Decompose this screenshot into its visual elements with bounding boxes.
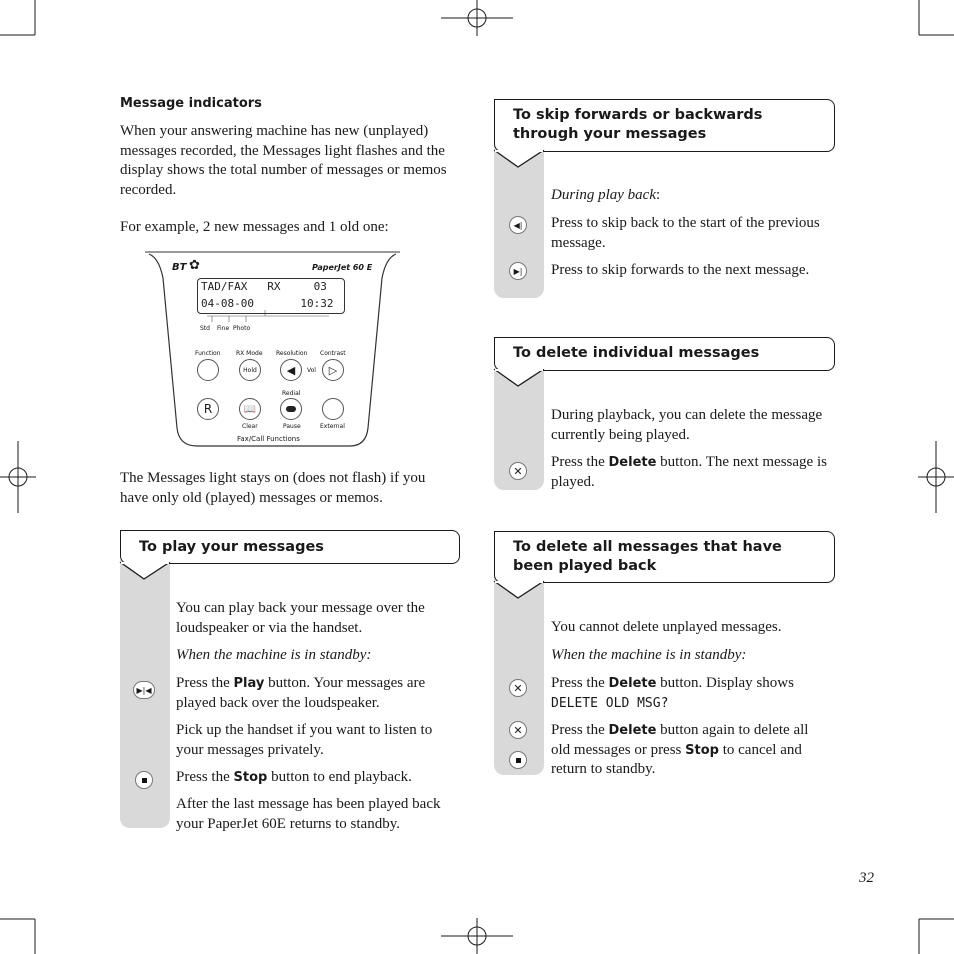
delete-all-post: button. Display shows: [656, 675, 794, 691]
skip-back-icon: ◀|: [509, 216, 527, 234]
panel-footer-label: Fax/Call Functions: [237, 435, 300, 443]
delete-all-header: [494, 531, 835, 583]
bt-logo: BT: [172, 262, 187, 273]
resolution-label: Resolution: [276, 350, 308, 357]
play-step-3-pre: Press the: [176, 675, 234, 691]
delete-all-pre: Press the: [551, 675, 609, 691]
skip-during-playback: During play back: [551, 187, 656, 203]
delete-all-4-post: to cancel and return to standby.: [551, 741, 802, 777]
mode-label-fine: Fine: [217, 325, 230, 332]
vol-label: Vol: [307, 367, 316, 374]
lcd-line-2: 04-08-00 10:32: [201, 297, 334, 310]
function-label: Function: [195, 350, 221, 357]
play-step-1: You can play back your message over the loudspeaker or via the handset.: [176, 600, 425, 636]
delete-key-label: Delete: [608, 455, 657, 470]
play-header-notch: [118, 562, 178, 582]
delete-all-key-label: Delete: [608, 676, 657, 691]
delete-all-step-2: When the machine is in standby:: [551, 647, 747, 663]
play-step-6: After the last message has been played back your PaperJet 60E returns to standby.: [176, 796, 441, 832]
skip-header-notch: [492, 150, 552, 170]
play-step-2: When the machine is in standby:: [176, 647, 372, 663]
hold-button: Hold: [239, 359, 261, 381]
delete-one-header-notch: [492, 369, 552, 389]
external-label: External: [320, 423, 345, 430]
mode-label-std: Std: [200, 325, 210, 332]
function-button: [197, 359, 219, 381]
lcd-display: [197, 278, 345, 314]
play-key-icon: ▶|◀: [133, 681, 155, 699]
resolution-button: [280, 359, 302, 381]
delete-one-header: [494, 337, 835, 371]
skip-step-2: Press to skip back to the start of the previous message.: [551, 215, 820, 251]
delete-one-step-2: [551, 453, 831, 492]
clear-label: Clear: [242, 423, 258, 430]
play-key-label: Play: [233, 676, 265, 691]
mode-label-photo: Photo: [233, 325, 251, 332]
stop-square-icon: [142, 778, 147, 783]
control-panel-illustration: [145, 250, 400, 450]
contrast-button: [322, 359, 344, 381]
example-paragraph: For example, 2 new messages and 1 old one:: [120, 219, 389, 235]
skip-colon: :: [655, 187, 661, 203]
delete-display-text: DELETE OLD MSG?: [551, 695, 669, 711]
delete-one-step-1: During playback, you can delete the message currently being played.: [551, 407, 823, 443]
delete-all-key-icon: ✕: [509, 679, 527, 697]
contrast-label: Contrast: [320, 350, 346, 357]
book-icon: 📖: [239, 398, 261, 420]
delete-all-title: To delete all messages that have been played back: [513, 539, 782, 574]
play-step-5-pre: Press the: [176, 769, 234, 785]
delete-all-step-1: You cannot delete unplayed messages.: [551, 619, 782, 635]
external-button: [322, 398, 344, 420]
left-triangle-icon: ◀: [286, 364, 296, 377]
play-step-3: [176, 674, 446, 713]
skip-title: To skip forwards or backwards through your messages: [513, 107, 763, 142]
page-number: 32: [859, 870, 874, 886]
play-step-3-post: button. Your messages are played back over the loudspeaker.: [176, 675, 426, 711]
skip-forward-icon: ▶|: [509, 262, 527, 280]
delete-all-step-3: [551, 674, 831, 713]
delete-all-header-notch: [492, 581, 552, 601]
skip-header: [494, 99, 835, 152]
right-triangle-icon: ▷: [328, 364, 338, 377]
play-header: [120, 530, 460, 564]
stop-key-icon: [135, 771, 153, 789]
delete-one-post: button. The next message is played.: [551, 454, 827, 490]
delete-all-4-key: Delete: [608, 723, 657, 738]
intro-paragraph: When your answering machine has new (unplayed) messages recorded, the Messages light flashes and the display shows the total number of messages or memos recorded.: [120, 123, 447, 198]
delete-all-4-stop-key: Stop: [685, 742, 719, 758]
delete-one-title: To delete individual messages: [513, 345, 760, 361]
play-step-4: Pick up the handset if you want to listen to your messages privately.: [176, 722, 433, 758]
delete-all-4-pre: Press the: [551, 722, 609, 738]
pause-button: [280, 398, 302, 420]
skip-step-3: Press to skip forwards to the next message.: [551, 262, 810, 278]
model-name: PaperJet 60 E: [312, 263, 373, 272]
delete-all-4-mid: button again to delete all old messages or press: [551, 722, 809, 758]
play-title: To play your messages: [139, 539, 324, 555]
r-button: R: [197, 398, 219, 420]
lcd-line-1: TAD/FAX RX 03: [201, 280, 327, 293]
pause-label: Pause: [283, 423, 301, 430]
redial-label: Redial: [282, 390, 301, 397]
delete-again-key-icon: ✕: [509, 721, 527, 739]
stop-key-label: Stop: [233, 770, 268, 785]
stop-square-icon-2: [516, 758, 521, 763]
lights-paragraph: The Messages light stays on (does not flash) if you have only old (played) messages or memos.: [120, 470, 426, 506]
delete-key-icon: ✕: [509, 462, 527, 480]
delete-all-step-4: [551, 721, 826, 780]
delete-one-pre: Press the: [551, 454, 609, 470]
skip-step-1: [551, 186, 660, 206]
play-step-5-post: button to end playback.: [267, 769, 412, 785]
play-step-5: [176, 768, 451, 788]
stop-cancel-key-icon: [509, 751, 527, 769]
pause-dot-icon: [286, 406, 296, 412]
section-title: Message indicators: [120, 96, 262, 111]
bt-piper-icon: ✿: [189, 257, 200, 272]
rx-mode-label: RX Mode: [236, 350, 263, 357]
